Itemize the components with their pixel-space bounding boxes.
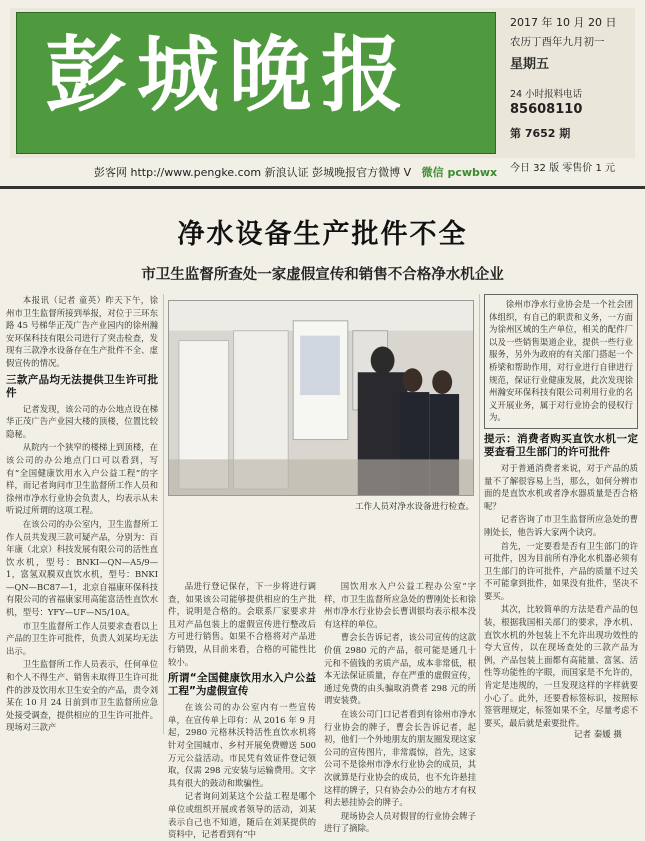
hotline-number: 85608110	[510, 102, 583, 117]
headline: 净水设备生产批件不全	[177, 219, 468, 250]
paragraph: 记者询问刘某这个公益工程是哪个单位或组织开展或者领导的活动，刘某表示自己也不知道，随后在刘某提供的资料中，记者看到有“中	[168, 791, 316, 840]
paragraph: 对于普通消费者来说，对于产品的质量不了解很容易上当，那么，如何分辨市面的是直饮水机或者净水器质量是否合格呢？	[484, 462, 638, 511]
paragraph: 记者咨询了市卫生监督所应急处的曹刚处长，他告诉大家两个诀窍。	[484, 514, 638, 537]
section-heading-1: 三款产品均无法提供卫生许可批件	[6, 373, 158, 399]
paragraph: 首先，一定要看是否有卫生部门的许可批件，因为目前所有净化水机器必须有卫生部门的许可批件，产品的质量不过关不可能拿到批件，如果没有批件，坚决不要买。	[484, 540, 638, 601]
association-box	[484, 294, 638, 429]
issue-date: 2017 年 10 月 20 日	[510, 16, 617, 29]
lunar-date: 农历丁酉年九月初一	[510, 36, 605, 48]
column-1	[6, 294, 158, 744]
column-2	[168, 580, 316, 840]
paragraph: 记者发现，该公司的办公地点设在梯华正茂广告产业园大楼的顶楼，位置比较隐秘。	[6, 403, 158, 439]
column-divider	[479, 294, 480, 734]
subheadline: 市卫生监督所查处一家虚假宣传和销售不合格净水机企业	[141, 267, 504, 283]
logo-text: 彭城晚报	[45, 28, 414, 123]
pages-price: 今日 32 版 零售价 1 元	[510, 163, 615, 174]
reporter-credit: 记者 秦媛 摄	[574, 730, 622, 740]
paragraph: 国饮用水入户公益工程办公室”字样，市卫生监督所应急处的曹刚处长和徐州市净水行业协会长曹训银均表示根本没有这样的单位。	[324, 581, 476, 629]
newspaper-logo	[16, 12, 496, 154]
issue-number: 第 7652 期	[510, 127, 571, 140]
wechat-id: 微信 pcwbwx	[421, 166, 498, 179]
section-heading-2: 所谓“全国健康饮用水入户公益工程”为虚假宣传	[168, 672, 316, 698]
paragraph: 其次，比较简单的方法是看产品的包装，根据我国相关部门的要求，净水机、直饮水机的外包装上不允许出现功效性的夸大宣传，以在现场查处的三款产品为例，产品包装上面都有高能量、富氢、活性等功能性的字眼，而国家是不允许的，肯定是违规的，一旦发现这样的字样就要小心了。此外，还要看标签标识，按照标签管理规定，标签如果不全，尽量考虑不要买，最后就是索要批件。	[484, 604, 638, 728]
paragraph: 从院内一个狭窄的楼梯上到顶楼，在该公司的办公地点门口可以看到，写有“全国健康饮用水入户公益工程”的字样，而记者询问市卫生监督所工作人员和徐州市净水行业协会负责人，均表示从未听说过所谓的这项工程。	[6, 442, 158, 516]
column-4	[484, 294, 638, 744]
paragraph: 在该公司的办公室内有一些宣传单，在宣传单上印有：从 2016 年 9 月起，2980 元格林沃特活性直饮水机将针对全国城市、乡村开展免费赠送 500 万元公益活动。市民凭有效证件登记领取，仅需 298 元安装与运输费用。文字具有很大的鼓动和欺骗性。	[168, 702, 316, 788]
inspection-photo	[168, 300, 474, 496]
issue-info	[510, 14, 640, 174]
column-divider	[163, 294, 164, 734]
photo-illustration	[169, 301, 473, 495]
website-bar	[94, 164, 634, 180]
weekday: 星期五	[510, 57, 550, 72]
paragraph: 现场协会人员对假冒的行业协会牌子进行了摘除。	[324, 810, 476, 834]
paragraph: 徐州市净水行业协会是一个社会团体组织，有自己的职责和义务，一方面为徐州区域的生产单位，相关的配件厂以及一些销售渠道企业，提供一些行业服务，另外为政府的有关部门搭起一个桥梁和帮助作用，对行业进行自律进行规范，保证行业健康发展，此次发现徐州瀚安环保科技有限公司利用行业的名义开展业务，属于对行业协会的侵权行为。	[489, 299, 633, 423]
hotline-label: 24 小时报料电话	[510, 89, 583, 100]
website-info: 彭客网 http://www.pengke.com 新浪认证 彭城晚报官方微博 V	[94, 166, 412, 179]
section-heading-tip: 提示：消费者购买直饮水机一定要查看卫生部门的许可批件	[484, 432, 638, 458]
photo-caption: 工作人员对净水设备进行检查。	[354, 502, 474, 512]
paragraph: 品进行登记保存，下一步将进行调查，如果该公司能够提供相应的生产批件，说明是合格的。会联系厂家要求并且对产品包装上的虚假宣传进行整改后方可进行销售。如果不合格将对产品进行销毁，从目前来看，合格的可能性比较小。	[168, 581, 316, 667]
paragraph: 在该公司门口记者看到有徐州市净水行业协会的牌子，曹会长告诉记者，起初，他们一个外地朋友的朋友圈发现这家公司的宣传图片，非常震惊，首先，这家公司不是徐州市净水行业协会的成员，其次就算是行业协会的成员，也不允许悬挂这样的牌子，只有协会办公的地方才有权利去悬挂协会的牌子。	[324, 708, 476, 808]
lead-paragraph: 本报讯（记者 童英）昨天下午，徐州市卫生监督所接到举报，对位于三环东路 45 号梯华正茂广告产业园内的徐州瀚安环保科技有限公司进行了突击检查，发现有三款净水设备存在生产批件不全、虚假宣传的情况。	[6, 295, 158, 368]
paragraph: 市卫生监督所工作人员要求查看以上产品的卫生许可批件，负责人刘某均无法出示。	[6, 620, 158, 656]
top-rule	[0, 186, 645, 189]
column-3	[324, 580, 476, 834]
paragraph: 卫生监督所工作人员表示，任何单位和个人不得生产、销售未取得卫生许可批件的涉及饮用水卫生安全的产品，责令刘某在 10 月 24 日前到市卫生监督所应急处接受调查，提供相应的卫生许可批件。现场对三款产	[6, 659, 158, 733]
paragraph: 在该公司的办公室内，卫生监督所工作人员共发现三款可疑产品，分别为：百年康（北京）科技发展有限公司的活性直饮水机，型号：BNKI—QN—A5/9—1，富氢双膜双直饮水机，型号：BNKI—QN—BC87—1，北京自福康环保科技有限公司的省福康家用高能富活性直饮水机，型号：YFY—UF—N5/10A。	[6, 518, 158, 618]
paragraph: 曹会长告诉记者，该公司宣传的这款价值 2980 元的产品，很可能是通几十元和不值钱的劣质产品，成本非常低，根本无法保证质量，存在严重的虚假宣传，通过免费的由头骗取消费者 298 元的所谓安装费。	[324, 632, 476, 706]
